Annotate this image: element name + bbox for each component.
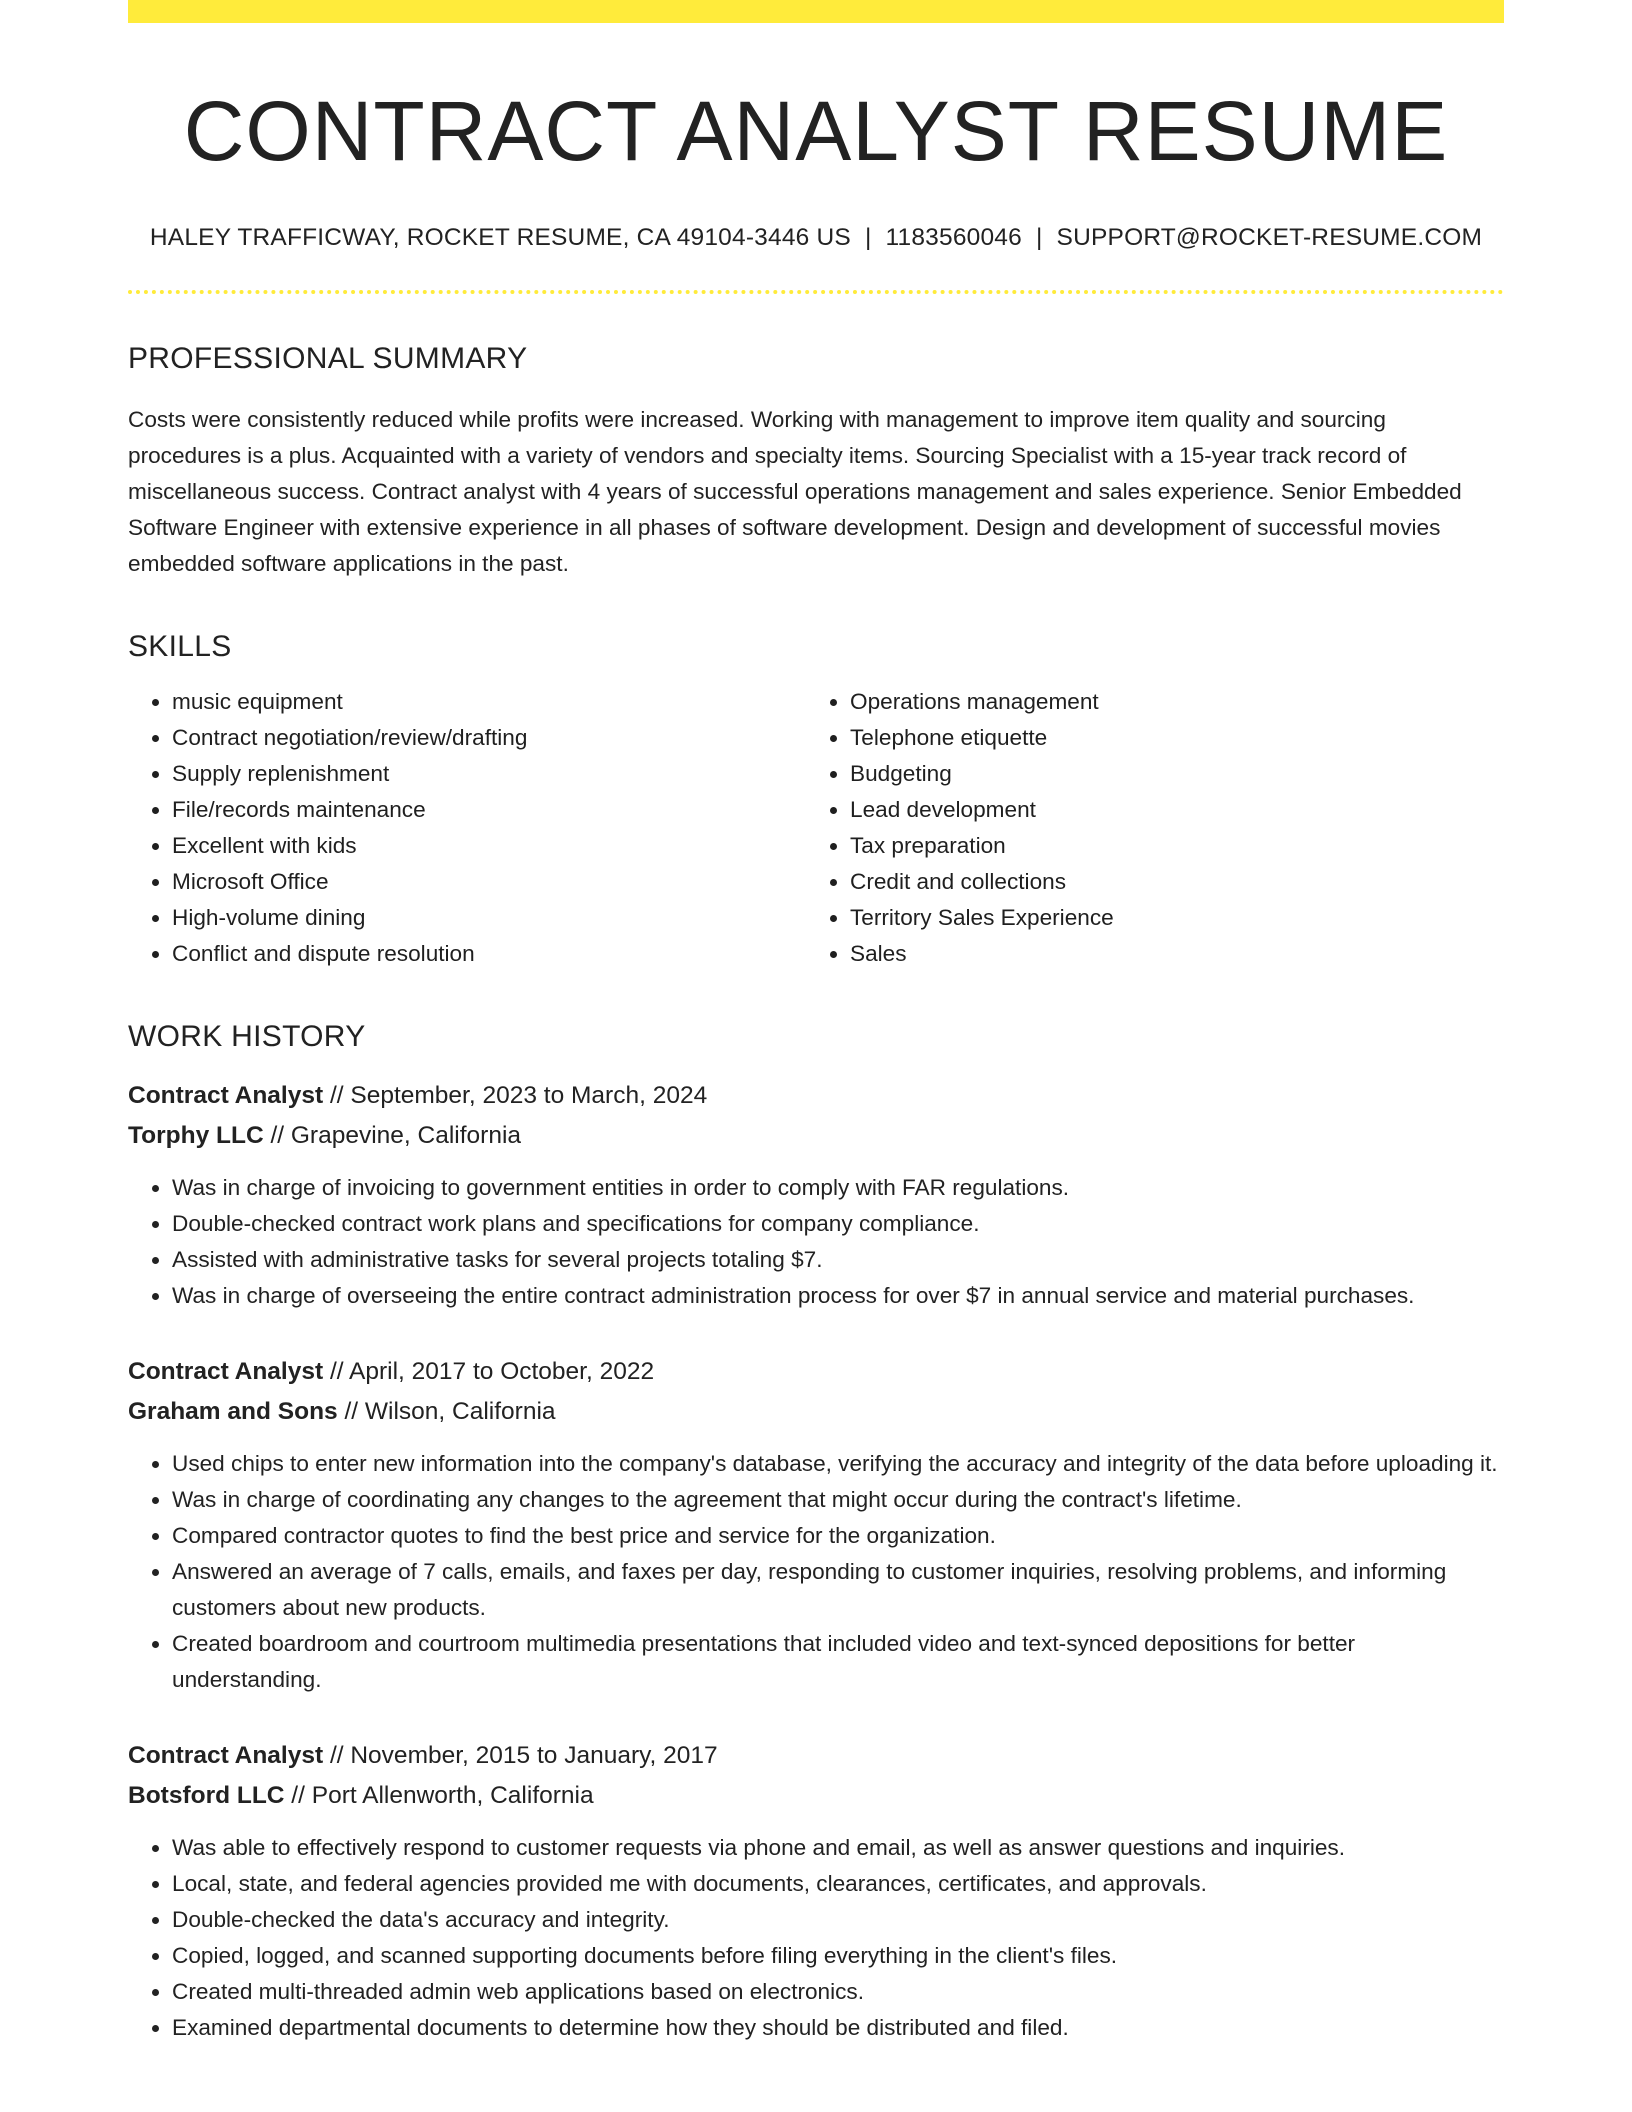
job-bullet: • Double-checked contract work plans and specifications for company compliance. xyxy=(172,1206,1504,1242)
job-bullet: • Was in charge of overseeing the entire contract administration process for over $7 in annual service and material purchases. xyxy=(172,1278,1504,1314)
skill-item: • Telephone etiquette xyxy=(850,720,1484,756)
job-bullet: • Double-checked the data's accuracy and integrity. xyxy=(172,1902,1504,1938)
summary-heading: PROFESSIONAL SUMMARY xyxy=(128,342,528,376)
job-bullet: • Compared contractor quotes to find the best price and service for the organization. xyxy=(172,1518,1504,1554)
job-bullet: • Used chips to enter new information into the company's database, verifying the accuracy and integrity of the data before uploading it. xyxy=(172,1446,1504,1482)
accent-top-bar xyxy=(128,0,1504,23)
job-bullet: • Examined departmental documents to determine how they should be distributed and filed. xyxy=(172,2010,1504,2046)
skill-item: • music equipment xyxy=(172,684,806,720)
skill-item: • Contract negotiation/review/drafting xyxy=(172,720,806,756)
skill-item: • Excellent with kids xyxy=(172,828,806,864)
job-location: // Port Allenworth, California xyxy=(284,1782,594,1810)
job-company: Graham and Sons xyxy=(128,1398,338,1426)
job-company: Botsford LLC xyxy=(128,1782,285,1810)
job-company: Torphy LLC xyxy=(128,1122,264,1150)
job-title: Contract Analyst xyxy=(128,1358,324,1386)
job-dates: // September, 2023 to March, 2024 xyxy=(323,1082,708,1110)
job-dates: // November, 2015 to January, 2017 xyxy=(323,1742,718,1770)
job-bullet: • Created multi-threaded admin web applications based on electronics. xyxy=(172,1974,1504,2010)
skill-item: • Microsoft Office xyxy=(172,864,806,900)
contact-separator: | xyxy=(864,224,872,252)
contact-line xyxy=(128,224,1504,252)
skills-list xyxy=(128,684,1504,972)
contact-email: SUPPORT@ROCKET-RESUME.COM xyxy=(1056,224,1483,252)
job-bullet: • Was in charge of invoicing to government entities in order to comply with FAR regulations. xyxy=(172,1170,1504,1206)
work-history-heading: WORK HISTORY xyxy=(128,1020,366,1054)
job-bullets xyxy=(128,1830,1504,2046)
contact-phone: 1183560046 xyxy=(885,224,1022,252)
skill-item: • Tax preparation xyxy=(850,828,1484,864)
job-title: Contract Analyst xyxy=(128,1742,324,1770)
job-bullet: • Was able to effectively respond to customer requests via phone and email, as well as answer questions and inquiries. xyxy=(172,1830,1504,1866)
skill-item: • Conflict and dispute resolution xyxy=(172,936,806,972)
job-bullet: • Copied, logged, and scanned supporting documents before filing everything in the client's files. xyxy=(172,1938,1504,1974)
skill-item: • Budgeting xyxy=(850,756,1484,792)
resume-title: CONTRACT ANALYST RESUME xyxy=(183,84,1449,178)
skill-item: • Supply replenishment xyxy=(172,756,806,792)
job-bullet: • Local, state, and federal agencies provided me with documents, clearances, certificates, and approvals. xyxy=(172,1866,1504,1902)
resume-page xyxy=(128,0,1504,2112)
job-dates: // April, 2017 to October, 2022 xyxy=(323,1358,655,1386)
job-company-line xyxy=(128,1776,1504,1816)
job-entry xyxy=(128,1076,1504,1314)
job-entry xyxy=(128,1352,1504,1698)
job-company-line xyxy=(128,1116,1504,1156)
job-bullet: • Created boardroom and courtroom multimedia presentations that included video and text-synced depositions for better understanding. xyxy=(172,1626,1504,1698)
contact-separator: | xyxy=(1035,224,1043,252)
job-company-line xyxy=(128,1392,1504,1432)
job-title-line xyxy=(128,1736,1504,1776)
skill-item: • Territory Sales Experience xyxy=(850,900,1484,936)
skill-item: • Credit and collections xyxy=(850,864,1484,900)
skill-item: • Lead development xyxy=(850,792,1484,828)
job-entry xyxy=(128,1736,1504,2046)
contact-address: HALEY TRAFFICWAY, ROCKET RESUME, CA 49104-3446 US xyxy=(149,224,851,252)
job-bullet: • Assisted with administrative tasks for several projects totaling $7. xyxy=(172,1242,1504,1278)
job-bullets xyxy=(128,1170,1504,1314)
job-title-line xyxy=(128,1076,1504,1116)
dotted-divider xyxy=(128,290,1504,294)
job-title: Contract Analyst xyxy=(128,1082,324,1110)
job-bullet: • Answered an average of 7 calls, emails, and faxes per day, responding to customer inquiries, resolving problems, and informing customers about new products. xyxy=(172,1554,1504,1626)
skills-column-right xyxy=(806,684,1484,972)
skill-item: • Sales xyxy=(850,936,1484,972)
job-title-line xyxy=(128,1352,1504,1392)
skill-item: • File/records maintenance xyxy=(172,792,806,828)
skills-column-left xyxy=(128,684,806,972)
job-bullet: • Was in charge of coordinating any changes to the agreement that might occur during the contract's lifetime. xyxy=(172,1482,1504,1518)
job-location: // Grapevine, California xyxy=(263,1122,522,1150)
job-bullets xyxy=(128,1446,1504,1698)
skill-item: • Operations management xyxy=(850,684,1484,720)
job-location: // Wilson, California xyxy=(337,1398,556,1426)
summary-text: Costs were consistently reduced while profits were increased. Working with management to improve item quality and sourcing procedures is a plus. Acquainted with a variety of vendors and specialty items. Sourcing Specialist with a 15-year track record of miscellaneous success. Contract analyst with 4 years of successful operations management and sales experience. Senior Embedded Software Engineer with extensive experience in all phases of software development. Design and development of successful movies embedded software applications in the past. xyxy=(128,407,1462,577)
skills-heading: SKILLS xyxy=(128,630,232,664)
skill-item: • High-volume dining xyxy=(172,900,806,936)
